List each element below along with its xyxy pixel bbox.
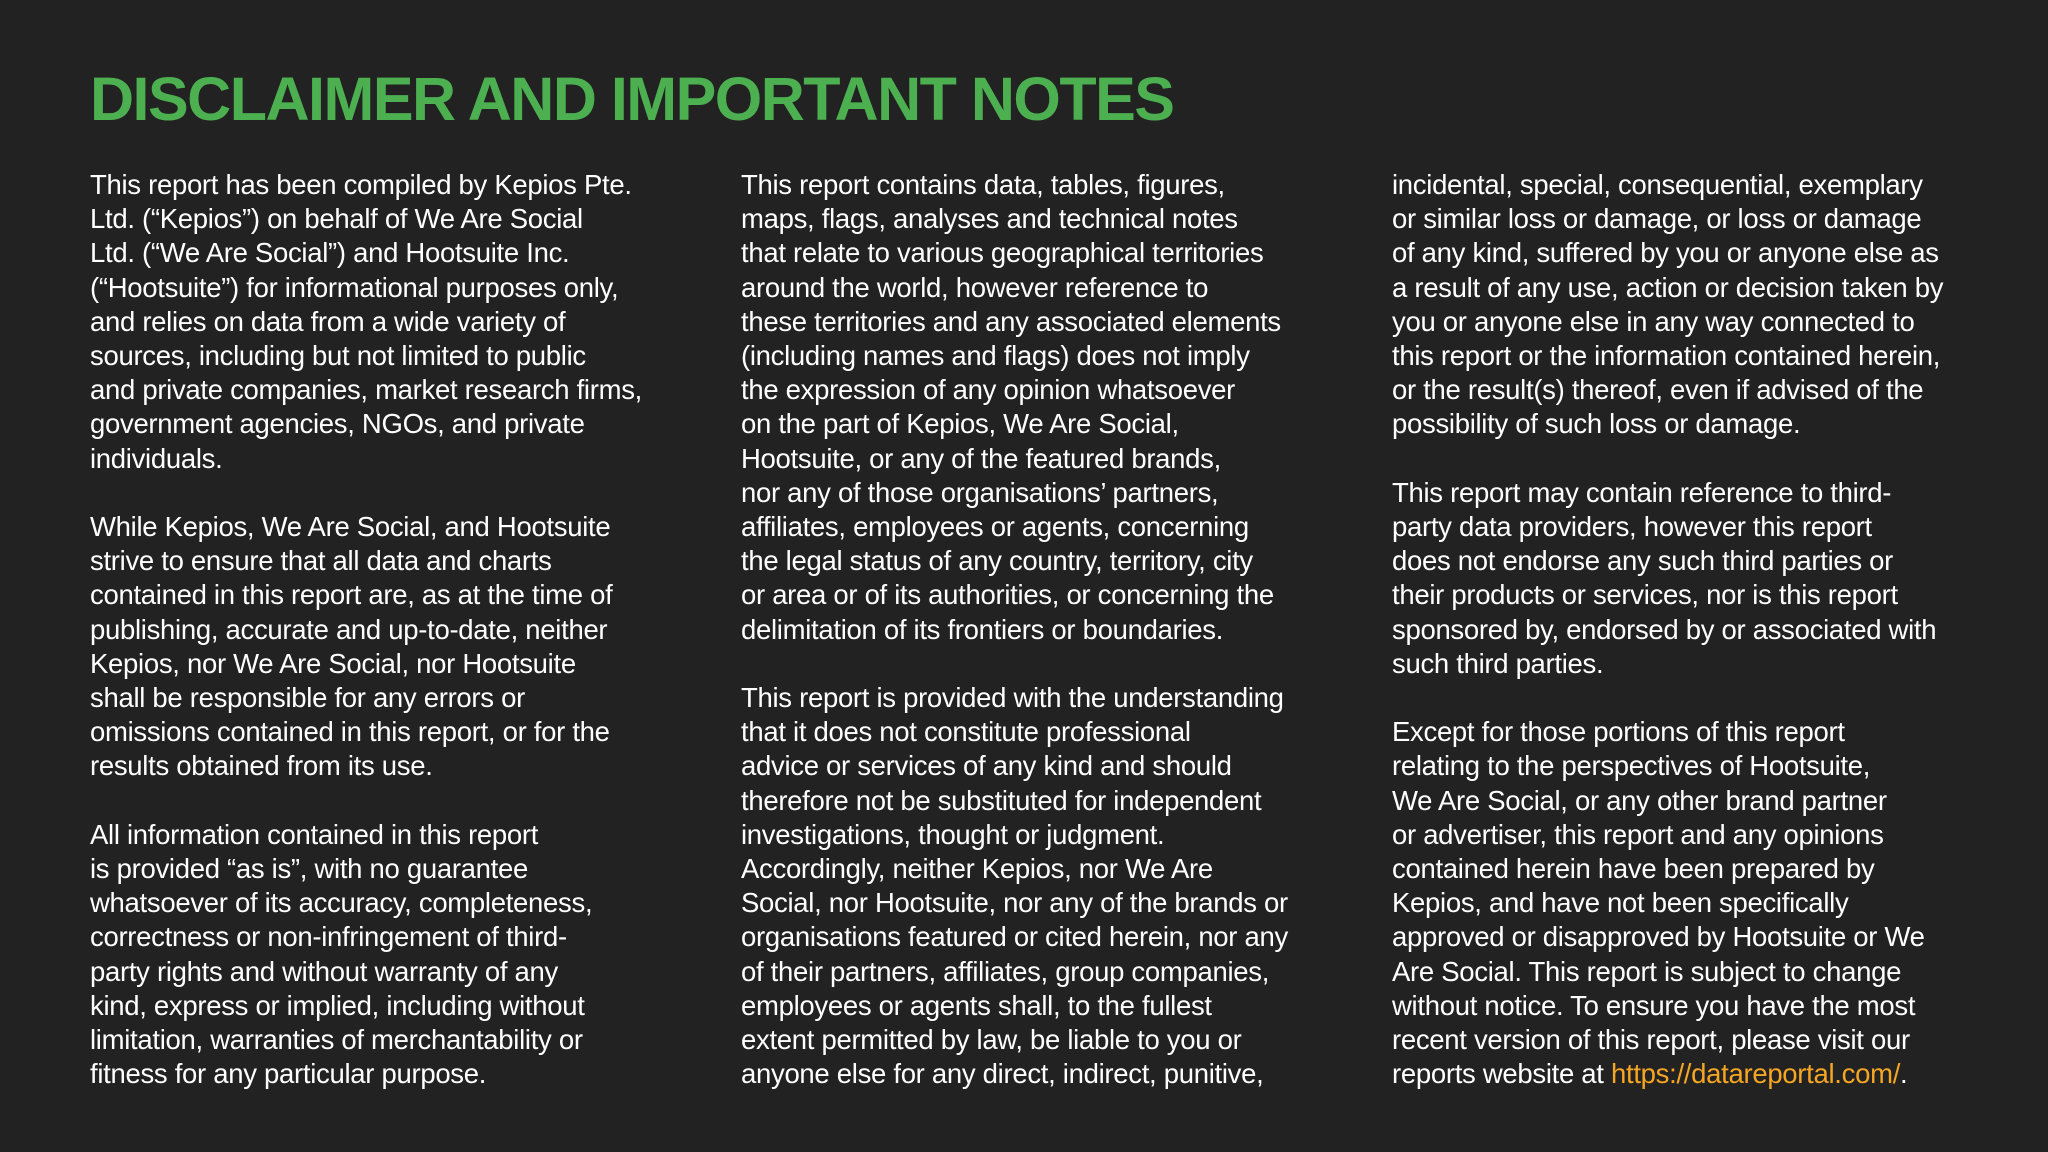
paragraph-accuracy: While Kepios, We Are Social, and Hootsuite strive to ensure that all data and charts contained in this report are, as at the time of publishing, accurate and up-to-date, neither Kepios, nor We Are Social, nor Hootsuite shall be responsible for any errors or omissions contained in this report, or for the results obtained from its use. <box>90 511 613 782</box>
paragraph-perspectives-text: Except for those portions of this report relating to the perspectives of Hootsuite, We Are Social, or any other brand partner or advertiser, this report and any opinions contained herein have been prepared by Kepios, and have not been specifically approved or disapproved by Hootsuite or We Are Social. This report is subject to change without notice. To ensure you have the most recent version of this report, please visit our reports website at <box>1392 716 1925 1090</box>
paragraph-territories: This report contains data, tables, figures, maps, flags, analyses and technical notes that relate to various geographical territories around the world, however reference to these territories and any associated elements (including names and flags) does not imply the expression of any opinion whatsoever on the part of Kepios, We Are Social, Hootsuite, or any of the featured brands, nor any of those organisations’ partners, affiliates, employees or agents, concerning the legal status of any country, territory, city or area or of its authorities, or concerning the delimitation of its frontiers or boundaries. <box>741 169 1281 645</box>
paragraph-as-is: All information contained in this report is provided “as is”, with no guarantee whatsoever of its accuracy, completeness, correctness or non-infringement of third- party rights and without warranty of any kind, express or implied, including without limitation, warranties of merchantability or fitness for any particular purpose. <box>90 818 593 1090</box>
disclaimer-column-1 <box>90 168 670 1126</box>
paragraph-third-party-providers: This report may contain reference to third- party data providers, however this report does not endorse any such third parties or their products or services, nor is this report sponsored by, endorsed by or associated with such third parties. <box>1392 476 1937 679</box>
page-title: DISCLAIMER AND IMPORTANT NOTES <box>90 65 1174 133</box>
paragraph-not-professional-advice: This report is provided with the understanding that it does not constitute professional advice or services of any kind and should therefore not be substituted for independent investigations, thought or judgment. Accordingly, neither Kepios, nor We Are Social, nor Hootsuite, nor any of the brands or organisations featured or cited herein, nor any of their partners, affiliates, group companies, employees or agents shall, to the fullest extent permitted by law, be liable to you or anyone else for any direct, indirect, punitive, <box>741 682 1288 1090</box>
paragraph-perspectives <box>1392 715 1972 1091</box>
disclaimer-column-2 <box>741 168 1321 1126</box>
paragraph-liability-continued: incidental, special, consequential, exemplary or similar loss or damage, or loss or damage of any kind, suffered by you or anyone else as a result of any use, action or decision taken by you or anyone else in any way connected to this report or the information contained herein, or the result(s) thereof, even if advised of the possibility of such loss or damage. <box>1392 169 1944 440</box>
disclaimer-column-3 <box>1392 168 1972 1126</box>
datareportal-link[interactable]: https://datareportal.com/ <box>1611 1058 1901 1090</box>
paragraph-perspectives-trailing: . <box>1900 1058 1908 1090</box>
paragraph-compilation: This report has been compiled by Kepios Pte. Ltd. (“Kepios”) on behalf of We Are Social Ltd. (“We Are Social”) and Hootsuite Inc. (“Hootsuite”) for informational purposes only, and relies on data from a wide variety of sources, including but not limited to public and private companies, market research firms, government agencies, NGOs, and private individuals. <box>90 169 642 474</box>
